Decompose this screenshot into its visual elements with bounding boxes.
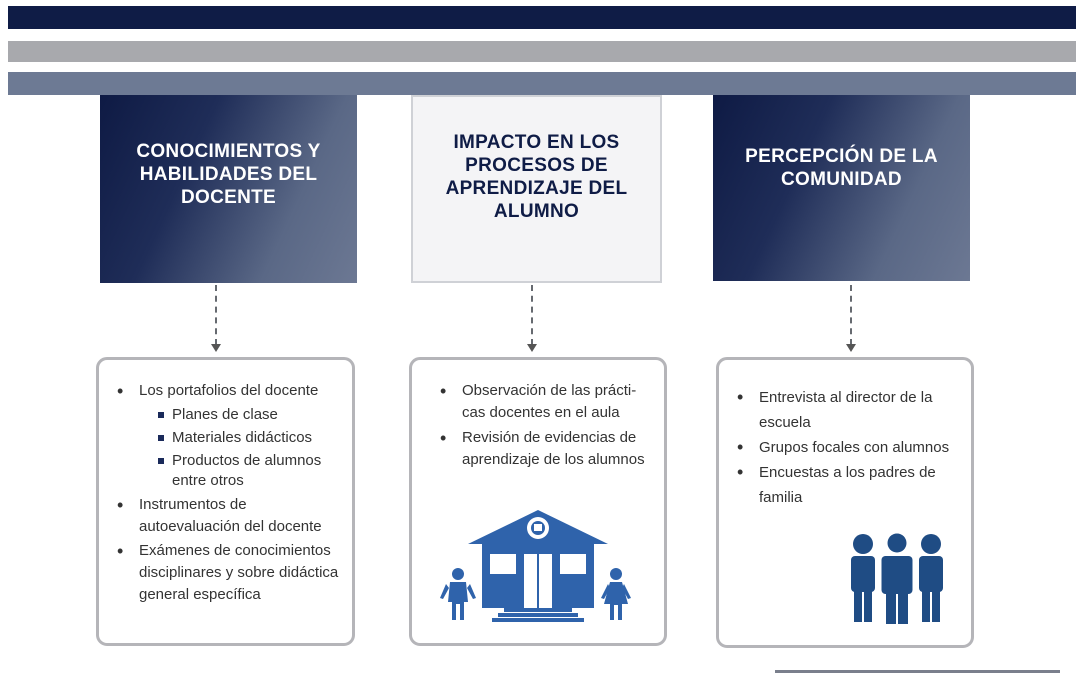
instrument-list [719,385,965,510]
arrow-down-icon [846,344,856,352]
header-title: CONOCIMIENTOS Y HABILIDADES DEL DOCENTE [136,140,321,208]
header-box-impacto [411,95,662,283]
detail-box-impacto [409,357,667,646]
header-title: IMPACTO EN LOS PROCESOS DE APRENDIZAJE DEL ALUMNO [445,131,628,222]
top-band-gray [8,41,1076,62]
list-item: • Instrumentos de autoevaluación del docente [99,494,348,538]
top-band-navy [8,6,1076,29]
detail-box-conocimientos [96,357,355,646]
list-item: • Entrevista al director de la escuela [719,385,965,435]
dashed-connector [850,285,852,345]
list-item: • Grupos focales con alumnos [719,435,965,460]
arrow-down-icon [527,344,537,352]
dashed-connector [531,285,533,345]
list-item: • Observación de las prácti-cas docentes en el aula [422,380,658,424]
instrument-list [422,380,658,474]
school-icon [438,508,638,622]
list-item: • Los portafolios del docente [99,380,348,402]
header-box-conocimientos [100,95,357,283]
list-item: • Exámenes de conocimientos disciplinares y sobre didáctica general específica [99,540,348,606]
sub-list-item: Productos de alumnos entre otros [99,451,348,491]
instrument-list [99,380,348,608]
list-item: • Encuestas a los padres de familia [719,460,965,510]
dashed-connector [215,285,217,345]
header-title: PERCEPCIÓN DE LA COMUNIDAD [745,146,938,190]
detail-box-percepcion [716,357,974,648]
arrow-down-icon [211,344,221,352]
sub-list-item: Materiales didácticos [99,428,348,448]
footer-rule [775,670,1060,673]
sub-list-item: Planes de clase [99,405,348,425]
top-band-slate [8,72,1076,95]
header-box-percepcion [713,95,970,281]
people-group-icon [849,532,945,624]
list-item: • Revisión de evidencias de aprendizaje de los alumnos [422,427,658,471]
